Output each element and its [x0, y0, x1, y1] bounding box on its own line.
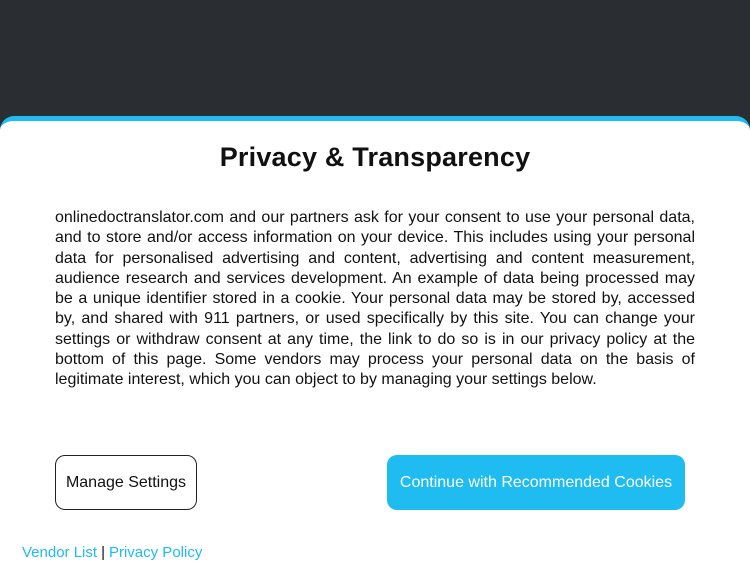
- privacy-policy-link[interactable]: Privacy Policy: [108, 544, 203, 561]
- consent-dialog: [0, 116, 750, 563]
- continue-recommended-cookies-button[interactable]: Continue with Recommended Cookies: [387, 455, 685, 510]
- link-separator: |: [101, 544, 105, 561]
- manage-settings-button[interactable]: Manage Settings: [55, 455, 197, 510]
- footer-links: [22, 544, 202, 561]
- vendor-list-link[interactable]: Vendor List: [22, 544, 98, 561]
- consent-description: onlinedoctranslator.com and our partners ask for your consent to use your personal data, and to store and/or access information on your device. This includes using your personal data for personalised advertising and content, advertising and content measurement, audience research and services development. An example of data being processed may be a unique identifier stored in a cookie. Your personal data may be stored by, accessed by, and shared with 911 partners, or used specifically by this site. You can change your settings or withdraw consent at any time, the link to do so is in our privacy policy at the bottom of this page. Some vendors may process your personal data on the basis of legitimate interest, which you can object to by managing your settings below.: [55, 209, 695, 389]
- dialog-title: Privacy & Transparency: [219, 142, 531, 172]
